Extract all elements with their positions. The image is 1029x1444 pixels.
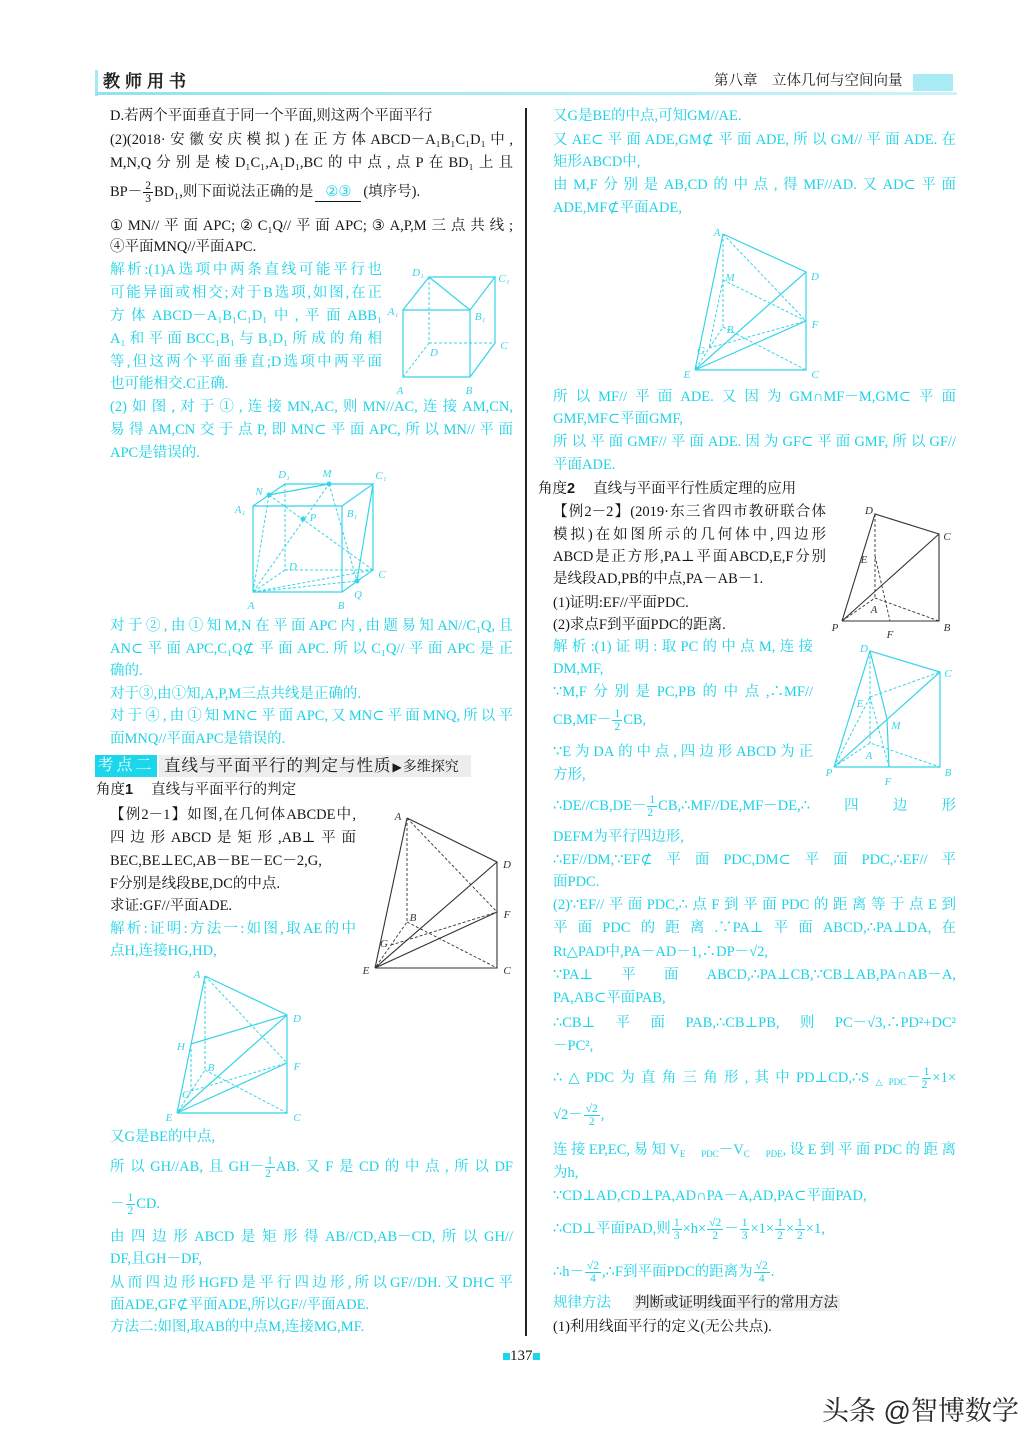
vertex-label: D₁: [278, 469, 290, 481]
section-badge: 考点二: [95, 755, 157, 777]
fraction-numerator: 1: [673, 1217, 680, 1230]
vertex-label: B: [207, 1062, 215, 1074]
text-segment: 所以GH//AB,且GH－: [110, 1159, 265, 1175]
solution-line: －PC²,: [553, 1038, 594, 1054]
vertex-label: A: [713, 227, 721, 239]
solution-line: [553, 1101, 956, 1129]
solution-line: 解析:证明:方法一:如图,取AE的中: [110, 921, 356, 937]
text-segment: ,: [600, 1107, 605, 1123]
text-line: D.若两个平面垂直于同一个平面,则这两个平面平行: [110, 108, 433, 124]
fraction-denominator: 2: [647, 807, 654, 820]
text-line: (2)(2018·安徽安庆模拟)在正方体ABCD－A₁B₁C₁D₁中,: [110, 132, 513, 148]
vertex-label: B: [944, 767, 952, 779]
solution-line: 矩形ABCD中,: [553, 154, 641, 170]
solution-line: ∴EF//DM,∵EF⊄平面PDC,DM⊂平面PDC,∴EF//平: [553, 852, 956, 868]
point-q: [355, 579, 360, 584]
text-segment: ×: [785, 1221, 795, 1237]
text-segment: BP－: [110, 184, 143, 200]
solution-line: 方形,: [553, 767, 586, 783]
text-segment: ∴h－: [553, 1264, 584, 1280]
solution-line: 平面ADE.: [553, 457, 616, 473]
solution-line: AN⊂平面APC,C₁Q⊄平面APC.所以C₁Q//平面APC是正: [110, 641, 513, 657]
vertex-label: M: [725, 272, 735, 284]
fraction: [775, 1217, 785, 1242]
solution-line: ADE,MF⊄平面ADE,: [553, 200, 682, 216]
vertex-label: H: [177, 1041, 185, 1053]
square-icon: [533, 1353, 540, 1360]
vertex-label: A: [394, 811, 402, 823]
example-line: F分别是线段BE,DC的中点.: [110, 876, 280, 892]
fraction-denominator: 4: [758, 1273, 765, 1286]
solution-line: 解析:(1)证明:取PC的中点M,连接: [553, 639, 813, 655]
fraction: [612, 708, 622, 733]
solution-line: ∵M,F分别是PC,PB的中点,∴MF//: [553, 684, 813, 700]
fraction-denominator: 2: [588, 1116, 595, 1129]
solution-line: 可能异面或相交;对于B选项,如图,在正: [110, 285, 382, 301]
vertex-label: P: [825, 767, 833, 779]
example-line: 【例2－2】(2019·东三省四市教研联合体: [553, 504, 826, 520]
text-segment: (填序号).: [363, 184, 421, 200]
vertex-label: C: [503, 965, 511, 977]
solution-line: [553, 1064, 956, 1092]
solution-line: [110, 1153, 513, 1181]
example-line: 求证:GF//平面ADE.: [110, 898, 233, 914]
solid-edges: [834, 651, 940, 767]
solution-line: 面ADE,GF⊄平面ADE,所以GF//平面ADE.: [110, 1297, 370, 1313]
solution-line: 面MNQ//平面APC是错误的.: [110, 731, 286, 747]
figure-example-2-2-solution: [820, 638, 970, 790]
vertex-label: A: [193, 969, 201, 981]
subsection-heading: [538, 478, 796, 500]
fraction: [126, 1192, 136, 1217]
vertex-label: B: [409, 912, 417, 924]
vertex-label: B: [943, 622, 951, 634]
method-heading: [553, 1292, 956, 1314]
solution-line: 面PDC.: [553, 874, 600, 890]
fraction: [584, 1103, 600, 1128]
subsection-number: 1: [125, 782, 134, 798]
vertex-label: A₁: [234, 504, 246, 516]
subscript: C PDE: [743, 1149, 783, 1159]
text-segment: －V: [718, 1142, 744, 1158]
section-title-text: 直线与平面平行的判定与性质: [164, 757, 392, 775]
fraction-numerator: 1: [741, 1217, 748, 1230]
solution-line: [110, 1190, 513, 1218]
fraction: [795, 1217, 805, 1242]
solution-line: A₁和平面BCC₁B₁与B₁D₁所成的角相: [110, 331, 382, 347]
vertex-label: E: [856, 698, 864, 710]
text-segment: √2－: [553, 1107, 583, 1123]
text-segment: CB,∴MF//DE,MF－DE,∴四边形: [658, 798, 956, 814]
solution-line: 平面PDC的距离.∵PA⊥平面ABCD,∴PA⊥DA,在: [553, 920, 956, 936]
chapter-title: 第八章 立体几何与空间向量: [714, 73, 903, 89]
solution-line: [553, 706, 813, 734]
example-line: 【例2－1】如图,在几何体ABCDE中,: [110, 807, 356, 823]
solution-line: (2)如图,对于①,连接MN,AC,则MN//AC,连接AM,CN,: [110, 399, 513, 415]
hidden-edges: [177, 976, 287, 1113]
vertex-label: A: [247, 600, 255, 612]
vertex-label: C: [811, 369, 819, 381]
solution-line: DM,MF,: [553, 661, 604, 677]
solution-line: (2)∵EF//平面PDC,∴点F到平面PDC的距离等于点E到: [553, 897, 956, 913]
figure-example-2-1: [358, 806, 518, 981]
vertex-label: Q: [354, 589, 362, 601]
vertex-label: E: [362, 965, 370, 977]
fraction: [754, 1260, 770, 1285]
play-arrow-icon: ▶: [392, 760, 402, 774]
vertex-label: G: [380, 938, 388, 950]
figure-example-2-2: [826, 500, 966, 642]
fraction-numerator: 2: [145, 180, 151, 193]
example-line: 模拟)在如图所示的几何体中,四边形: [553, 527, 826, 543]
page-number-text: 137: [510, 1348, 533, 1364]
fraction-denominator: 2: [797, 1230, 803, 1243]
text-segment: －: [906, 1070, 921, 1086]
vertex-label: F: [503, 909, 511, 921]
solution-line: 方法二:如图,取AB的中点M,连接MG,MF.: [110, 1319, 365, 1335]
vertex-label: M: [891, 720, 901, 732]
square-icon: [503, 1353, 510, 1360]
fraction-denominator: 2: [127, 1205, 134, 1218]
text-segment: ∴DE//CB,DE－: [553, 798, 647, 814]
fraction-numerator: 1: [923, 1066, 930, 1079]
solid-edges: [375, 818, 497, 968]
solid-edges: [695, 234, 806, 370]
example-line: (2)求点F到平面PDC的距离.: [553, 617, 726, 633]
figure-method-2: [678, 222, 826, 387]
page-number: [503, 1347, 540, 1365]
solution-line: 确的.: [110, 663, 143, 679]
vertex-label: B₁: [346, 508, 358, 520]
text-segment: 连接EP,EC,易知V: [553, 1142, 680, 1158]
solution-line: 为h,: [553, 1165, 579, 1181]
vertex-label: G: [697, 345, 705, 357]
v-label: A₁: [387, 306, 399, 318]
text-segment: CD.: [136, 1196, 161, 1212]
watermark: 头条 @智博数学: [822, 1396, 1019, 1426]
example-line: 四边形ABCD是矩形,AB⊥平面: [110, 830, 356, 846]
figure-cube-1: [380, 258, 520, 400]
vertex-label: D: [293, 1013, 301, 1025]
fraction-denominator: 2: [265, 1168, 271, 1181]
solution-line: [553, 1258, 956, 1286]
solution-line: 由四边形ABCD是矩形得AB//CD,AB－CD,所以GH//: [110, 1229, 513, 1245]
text-segment: CB,MF－: [553, 712, 612, 728]
vertex-label: D: [503, 859, 511, 871]
figure-example-2-1-solution: [160, 962, 305, 1127]
solution-line: 又G是BE的中点,可知GM//AE.: [553, 108, 742, 124]
figure-cube-2: [232, 465, 390, 615]
subsection-label: 角度: [538, 481, 567, 497]
point-p: [301, 517, 306, 522]
method-item: (1)利用线面平行的定义(无公共点).: [553, 1319, 772, 1335]
text-segment: ,设E到平面PDC的距离: [782, 1142, 956, 1158]
header-rule: [95, 92, 957, 95]
fraction-denominator: 3: [145, 193, 151, 206]
example-line: ABCD是正方形,PA⊥平面ABCD,E,F分别: [553, 549, 826, 565]
solution-line: DF,且GH－DF,: [110, 1251, 202, 1267]
text-segment: CB,: [623, 712, 647, 728]
vertex-label: G: [182, 1089, 190, 1101]
fraction: [265, 1155, 275, 1180]
solution-line: [553, 1215, 956, 1243]
method-title: 判断或证明线面平行的常用方法: [635, 1295, 838, 1311]
example-line: 是线段AD,PB的中点,PA－AB－1.: [553, 571, 764, 587]
fraction: [647, 794, 657, 819]
vertex-label: C: [378, 569, 386, 581]
fraction-denominator: 2: [777, 1230, 783, 1243]
solution-line: [553, 1139, 956, 1161]
vertex-label: B: [337, 600, 345, 612]
subscript: △PDC: [869, 1077, 907, 1087]
solid-edges: [403, 277, 495, 377]
vertex-label: D₁: [412, 267, 424, 279]
vertex-label: P: [831, 622, 839, 634]
solution-line: Rt△PAD中,PA－AD－1,∴DP－√2,: [553, 944, 769, 960]
subsection-number: 2: [567, 481, 576, 497]
vertex-label: D: [865, 505, 873, 517]
section-title: [159, 755, 471, 777]
solution-line: ∴CB⊥平面PAB,∴CB⊥PB,则PC－√3,∴PD²+DC²: [553, 1015, 956, 1031]
solution-line: DEFM为平行四边形,: [553, 829, 684, 845]
hidden-edges: [834, 651, 940, 767]
hidden-edges: [375, 818, 497, 968]
vertex-label: P: [309, 512, 317, 524]
solution-line: 对于④,由①知MN⊂平面APC,又MN⊂平面MNQ,所以平: [110, 708, 513, 724]
fraction: [707, 1217, 723, 1242]
solution-line: 从而四边形HGFD是平行四边形,所以GF//DH.又DH⊂平: [110, 1275, 513, 1291]
solution-line: 方体ABCD－A₁B₁C₁D₁中,平面ABB₁: [110, 308, 382, 324]
subsection-title: 直线与平面平行性质定理的应用: [593, 481, 797, 497]
vertex-label: F: [886, 629, 894, 641]
fraction-denominator: 3: [673, 1230, 680, 1243]
solution-line: 点H,连接HG,HD,: [110, 943, 217, 959]
solid-edges: [842, 514, 939, 621]
subsection-title: 直线与平面平行的判定: [151, 782, 297, 798]
text-segment: ×h×: [682, 1221, 707, 1237]
fraction-numerator: 1: [777, 1217, 783, 1230]
fraction-denominator: 3: [741, 1230, 748, 1243]
point-m: [327, 482, 332, 487]
vertex-label: F: [884, 776, 892, 788]
vertex-label: F: [293, 1061, 301, 1073]
vertex-label: C₁: [375, 470, 387, 482]
vertex-label: C₁: [498, 273, 510, 285]
text-line: ①MN//平面APC;②C₁Q//平面APC;③A,P,M三点共线;: [110, 218, 513, 234]
vertex-label: C: [943, 531, 951, 543]
text-segment: ×1,: [805, 1221, 825, 1237]
solution-line: APC是错误的.: [110, 445, 200, 461]
solution-line: 易得AM,CN交于点P,即MN⊂平面APC,所以MN//平面: [110, 422, 513, 438]
column-divider: [525, 108, 527, 1336]
point-n: [267, 493, 272, 498]
hidden-edges: [253, 484, 373, 592]
solution-line: ∵PA⊥平面ABCD,∴PA⊥CB,∵CB⊥AB,PA∩AB－A,: [553, 967, 956, 983]
text-segment: ×1×: [932, 1070, 957, 1086]
vertex-label: E: [860, 554, 868, 566]
text-line: [110, 178, 513, 206]
vertex-label: D: [860, 643, 868, 655]
vertex-label: E: [165, 1112, 173, 1124]
vertex-label: F: [811, 319, 819, 331]
vertex-label: B₁: [474, 311, 486, 323]
fraction-denominator: 2: [712, 1230, 719, 1243]
vertex-label: D: [811, 271, 819, 283]
vertex-label: N: [255, 486, 263, 498]
fraction-numerator: 1: [797, 1217, 803, 1230]
fraction: [585, 1260, 601, 1285]
example-line: BEC,BE⊥EC,AB－BE－EC－2,G,: [110, 853, 322, 869]
vertex-label: E: [683, 369, 691, 381]
solution-line: ∵E为DA的中点,四边形ABCD为正: [553, 744, 813, 760]
fraction-denominator: 2: [614, 721, 621, 734]
fraction-denominator: 4: [590, 1273, 596, 1286]
solution-line: 所以MF//平面ADE.又因为GM∩MF－M,GM⊂平面: [553, 389, 956, 405]
header-color-block: [913, 74, 953, 91]
hidden-edges: [695, 234, 806, 370]
solution-line: 又G是BE的中点,: [110, 1129, 216, 1145]
fraction-numerator: √2: [585, 1103, 598, 1116]
text-segment: ∴CD⊥平面PAD,则: [553, 1221, 671, 1237]
vertex-label: A: [865, 750, 873, 762]
fraction-numerator: 1: [267, 1155, 273, 1168]
fraction-numerator: √2: [586, 1260, 600, 1273]
solution-line: GMF,MF⊂平面GMF,: [553, 411, 683, 427]
book-label: 教师用书: [103, 72, 191, 91]
text-segment: AB.又F是CD的中点,所以DF: [275, 1159, 513, 1175]
answer-blank: ②③: [315, 183, 361, 202]
vertex-label: B: [726, 324, 734, 336]
section-tag: 多维探究: [402, 758, 459, 774]
solution-line: 所以平面GMF//平面ADE.因为GF⊂平面GMF,所以GF//: [553, 434, 956, 450]
solution-line: [553, 792, 956, 820]
example-line: (1)证明:EF//平面PDC.: [553, 595, 689, 611]
text-segment: ,∴F到平面PDC的距离为: [602, 1264, 753, 1280]
text-segment: BD₁,则下面说法正确的是: [154, 184, 314, 200]
text-segment: ∴△PDC为直角三角形,其中PD⊥CD,∴S: [553, 1070, 870, 1086]
text-segment: －: [110, 1196, 125, 1212]
vertex-label: C: [500, 340, 508, 352]
fraction: [922, 1066, 932, 1091]
method-label: 规律方法: [553, 1295, 611, 1311]
fraction: [740, 1217, 750, 1242]
vertex-label: A: [396, 385, 404, 397]
fraction-numerator: 1: [614, 708, 621, 721]
solution-line: ∵CD⊥AD,CD⊥PA,AD∩PA－A,AD,PA⊂平面PAD,: [553, 1188, 867, 1204]
fraction-denominator: 2: [921, 1079, 928, 1092]
subsection-label: 角度: [96, 782, 125, 798]
fraction-numerator: √2: [709, 1217, 722, 1230]
text-segment: －: [724, 1221, 739, 1237]
solution-line: 等,但这两个平面垂直;D选项中两平面: [110, 354, 382, 370]
vertex-label: A: [870, 604, 878, 616]
solution-line: 解析:(1)A选项中两条直线可能平行也: [110, 262, 382, 278]
fraction-numerator: 1: [127, 1192, 134, 1205]
solution-line: 对于③,由①知,A,P,M三点共线是正确的.: [110, 686, 361, 702]
fraction: [672, 1217, 682, 1242]
text-segment: .: [770, 1264, 775, 1280]
fraction-numerator: 1: [649, 794, 656, 807]
text-line: M,N,Q分别是棱D₁C₁,A₁D₁,BC的中点,点P在BD₁上且: [110, 155, 513, 171]
solution-line: 由M,F分别是AB,CD的中点,得MF//AD.又AD⊂平面: [553, 177, 956, 193]
subscript: E PDC: [679, 1149, 719, 1159]
fraction: [143, 180, 153, 205]
vertex-label: B: [465, 385, 473, 397]
vertex-label: D: [289, 561, 297, 573]
vertex-label: C: [293, 1112, 301, 1124]
vertex-label: C: [944, 668, 952, 680]
fraction-numerator: √2: [755, 1260, 768, 1273]
solution-line: 对于②,由①知M,N在平面APC内,由题易知AN//C₁Q,且: [110, 618, 513, 634]
vertex-label: D: [430, 347, 438, 359]
solution-line: 也可能相交.C正确.: [110, 376, 229, 392]
solution-line: PA,AB⊂平面PAB,: [553, 990, 666, 1006]
solid-edges: [177, 976, 287, 1113]
subsection-heading: [96, 779, 296, 801]
solution-line: 又AE⊂平面ADE,GM⊄平面ADE,所以GM//平面ADE.在: [553, 132, 956, 148]
text-line: ④平面MNQ//平面APC.: [110, 239, 257, 255]
text-segment: ×1×: [750, 1221, 775, 1237]
hidden-edges: [842, 514, 939, 621]
vertex-label: M: [322, 468, 332, 480]
